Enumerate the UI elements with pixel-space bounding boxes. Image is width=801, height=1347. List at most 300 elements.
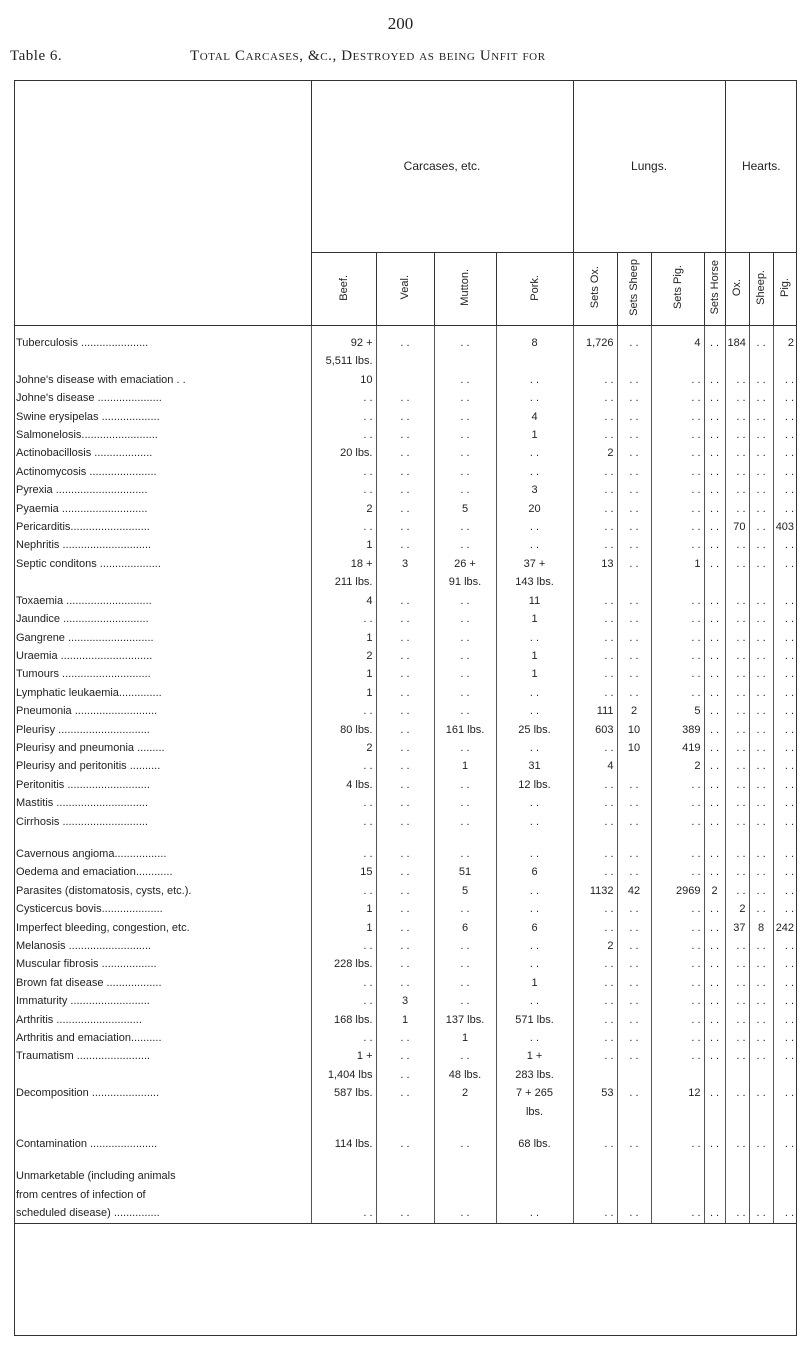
table-row [14, 1011, 797, 1029]
table-row [14, 882, 797, 900]
table-cell: . . [773, 739, 797, 757]
table-cell: . . [573, 500, 617, 518]
row-label: Lymphatic leukaemia.............. [16, 686, 162, 699]
table-cell: . . [311, 426, 376, 444]
table-cell: . . [704, 739, 725, 757]
table-cell: . . [651, 776, 704, 794]
table-cell: 20 lbs. [311, 444, 376, 462]
table-cell: 37 + [496, 555, 573, 573]
table-cell: . . [704, 757, 725, 775]
table-cell: . . [573, 389, 617, 407]
table-cell: . . [773, 610, 797, 628]
table-cell [773, 1167, 797, 1185]
table-cell: . . [573, 992, 617, 1010]
table-cell: . . [496, 937, 573, 955]
table-cell: . . [651, 500, 704, 518]
table-cell: . . [749, 1204, 773, 1223]
table-cell: . . [725, 992, 749, 1010]
table-cell: . . [573, 813, 617, 831]
table-cell: . . [651, 900, 704, 918]
row-label: Pericarditis.......................... [16, 521, 150, 534]
table-cell: . . [773, 1029, 797, 1047]
table-cell [749, 1153, 773, 1167]
table-cell: 184 [725, 326, 749, 353]
table-cell [617, 831, 651, 845]
table-cell: . . [617, 992, 651, 1010]
table-cell: . . [749, 518, 773, 536]
table-cell: . . [651, 463, 704, 481]
table-cell: . . [376, 408, 434, 426]
table-cell: . . [749, 1135, 773, 1153]
col-sets-ox: Sets Ox. [573, 253, 617, 326]
table-cell: . . [311, 845, 376, 863]
table-title [10, 48, 800, 65]
table-cell: . . [311, 757, 376, 775]
table-cell: . . [617, 1047, 651, 1065]
table-cell: . . [725, 974, 749, 992]
table-cell [376, 352, 434, 370]
table-cell: . . [651, 974, 704, 992]
table-cell: . . [376, 444, 434, 462]
table-cell: 1 [311, 900, 376, 918]
table-cell: . . [617, 919, 651, 937]
table-cell: . . [617, 845, 651, 863]
table-cell: . . [749, 684, 773, 702]
table-cell: . . [704, 919, 725, 937]
table-cell: . . [434, 1047, 496, 1065]
table-cell: . . [725, 1084, 749, 1102]
table-cell: . . [376, 863, 434, 881]
row-label: Actinomycosis ...................... [16, 465, 157, 478]
table-cell: 1 [311, 629, 376, 647]
table-row [14, 1029, 797, 1047]
table-cell: . . [376, 1204, 434, 1223]
table-cell: 1,726 [573, 326, 617, 353]
table-cell: 2 [651, 757, 704, 775]
table-cell [573, 1186, 617, 1204]
table-cell: . . [651, 845, 704, 863]
table-cell: . . [573, 863, 617, 881]
row-label: Actinobacillosis ................... [16, 447, 153, 460]
table-cell: . . [725, 665, 749, 683]
row-label: Arthritis ............................ [16, 1013, 142, 1026]
table-cell: 242 [773, 919, 797, 937]
table-cell: . . [496, 463, 573, 481]
table-cell: 1 [651, 555, 704, 573]
table-cell: . . [749, 739, 773, 757]
table-cell: . . [617, 408, 651, 426]
table-cell: . . [725, 863, 749, 881]
row-label: Contamination ...................... [16, 1138, 158, 1151]
row-label: Tumours ............................. [16, 668, 151, 681]
table-row [14, 536, 797, 554]
table-cell [617, 757, 651, 775]
table-cell [725, 1121, 749, 1135]
table-cell: 3 [496, 481, 573, 499]
table-row [14, 757, 797, 775]
col-heart-pig: Pig. [773, 253, 797, 326]
col-heart-ox: Ox. [725, 253, 749, 326]
table-cell: . . [725, 845, 749, 863]
table-cell: . . [617, 937, 651, 955]
table-cell: 211 lbs. [311, 573, 376, 591]
table-cell [496, 1121, 573, 1135]
col-veal: Veal. [376, 253, 434, 326]
table-cell: . . [704, 1135, 725, 1153]
col-pork: Pork. [496, 253, 573, 326]
table-cell: . . [434, 389, 496, 407]
table-cell: . . [749, 702, 773, 720]
group-hearts: Hearts. [725, 80, 797, 253]
row-label: Johne's disease ..................... [16, 392, 162, 405]
table-cell: 10 [617, 739, 651, 757]
table-cell: . . [376, 813, 434, 831]
table-cell: . . [704, 1029, 725, 1047]
table-cell: . . [651, 919, 704, 937]
table-row [14, 955, 797, 973]
table-cell [573, 1167, 617, 1185]
table-cell [376, 573, 434, 591]
table-cell: . . [773, 1011, 797, 1029]
table-cell: . . [704, 813, 725, 831]
table-cell: . . [704, 555, 725, 573]
table-cell: . . [749, 974, 773, 992]
table-cell: . . [573, 592, 617, 610]
table-cell: . . [573, 463, 617, 481]
table-cell: . . [651, 1204, 704, 1223]
table-cell: . . [434, 426, 496, 444]
row-label: Unmarketable (including animals [16, 1170, 176, 1183]
table-cell [773, 1066, 797, 1084]
table-cell: . . [496, 794, 573, 812]
table-cell: . . [573, 371, 617, 389]
table-cell: . . [311, 481, 376, 499]
table-cell: 2 [311, 500, 376, 518]
table-cell: . . [651, 629, 704, 647]
table-cell: . . [749, 371, 773, 389]
table-cell: 2 [773, 326, 797, 353]
table-cell: . . [311, 974, 376, 992]
table-cell: . . [617, 389, 651, 407]
col-sets-pig: Sets Pig. [651, 253, 704, 326]
row-label: Nephritis ............................. [16, 539, 152, 552]
table-cell: 1 [311, 684, 376, 702]
row-label: Septic conditons .................... [16, 557, 161, 570]
table-row [14, 992, 797, 1010]
row-label: Imperfect bleeding, congestion, etc. [16, 921, 190, 934]
table-cell [311, 831, 376, 845]
table-cell: . . [773, 776, 797, 794]
table-row [14, 721, 797, 739]
table-cell: 70 [725, 518, 749, 536]
table-cell: 1 [434, 1029, 496, 1047]
table-cell: 2 [573, 444, 617, 462]
table-cell: 603 [573, 721, 617, 739]
table-cell: . . [617, 794, 651, 812]
table-cell: . . [434, 665, 496, 683]
table-cell: 228 lbs. [311, 955, 376, 973]
table-cell: . . [573, 629, 617, 647]
table-cell: . . [376, 629, 434, 647]
table-cell: . . [573, 955, 617, 973]
table-cell: 4 [573, 757, 617, 775]
table-cell: . . [704, 1047, 725, 1065]
table-cell: . . [725, 500, 749, 518]
table-cell [434, 1121, 496, 1135]
table-row [14, 1135, 797, 1153]
table-cell: . . [749, 776, 773, 794]
table-cell: 68 lbs. [496, 1135, 573, 1153]
group-carcases: Carcases, etc. [311, 80, 573, 253]
table-cell: . . [573, 408, 617, 426]
table-cell: . . [434, 955, 496, 973]
table-cell: . . [434, 592, 496, 610]
table-cell: . . [651, 389, 704, 407]
table-cell: . . [376, 389, 434, 407]
table-cell: . . [573, 481, 617, 499]
table-cell: 51 [434, 863, 496, 881]
table-cell: . . [651, 937, 704, 955]
table-cell [749, 1167, 773, 1185]
table-cell [651, 831, 704, 845]
table-cell [376, 371, 434, 389]
table-cell: . . [749, 536, 773, 554]
table-cell [651, 1167, 704, 1185]
table-cell: . . [573, 974, 617, 992]
table-cell: 12 lbs. [496, 776, 573, 794]
table-cell: 6 [496, 919, 573, 937]
table-cell: . . [749, 555, 773, 573]
table-cell: . . [773, 536, 797, 554]
table-cell: . . [725, 629, 749, 647]
col-sets-horse: Sets Horse [704, 253, 725, 326]
table-cell: . . [725, 1011, 749, 1029]
table-cell: . . [651, 665, 704, 683]
table-cell [496, 1167, 573, 1185]
table-cell: . . [651, 536, 704, 554]
table-cell: . . [376, 937, 434, 955]
table-cell: . . [651, 955, 704, 973]
table-cell [376, 1153, 434, 1167]
table-cell: . . [749, 863, 773, 881]
table-cell: . . [749, 794, 773, 812]
table-cell [704, 831, 725, 845]
table-row [14, 1084, 797, 1102]
table-cell [573, 573, 617, 591]
table-cell: . . [704, 1084, 725, 1102]
table-row [14, 389, 797, 407]
table-cell: . . [749, 955, 773, 973]
table-cell: . . [773, 371, 797, 389]
table-cell [725, 1103, 749, 1121]
table-cell: . . [376, 955, 434, 973]
table-cell: . . [704, 721, 725, 739]
table-cell: 6 [496, 863, 573, 881]
table-row [14, 592, 797, 610]
table-cell: 26 + [434, 555, 496, 573]
table-cell [749, 1186, 773, 1204]
table-cell: . . [704, 665, 725, 683]
table-row [14, 629, 797, 647]
table-cell: 2 [311, 647, 376, 665]
table-cell: . . [496, 813, 573, 831]
table-cell: . . [725, 389, 749, 407]
table-cell: . . [725, 426, 749, 444]
table-cell: . . [749, 592, 773, 610]
table-row [14, 1066, 797, 1084]
table-cell: . . [651, 863, 704, 881]
table-cell: . . [725, 592, 749, 610]
table-cell: 5 [434, 500, 496, 518]
table-cell [573, 1153, 617, 1167]
table-cell: . . [651, 647, 704, 665]
table-cell: . . [617, 463, 651, 481]
table-cell: . . [704, 955, 725, 973]
table-cell: 4 [651, 326, 704, 353]
table-cell: . . [376, 776, 434, 794]
table-cell [376, 1186, 434, 1204]
row-label: Cirrhosis ............................ [16, 815, 149, 828]
table-cell: . . [311, 882, 376, 900]
table-cell: 92 + [311, 326, 376, 353]
table-cell: 53 [573, 1084, 617, 1102]
table-cell: . . [496, 629, 573, 647]
table-cell: 3 [376, 555, 434, 573]
table-cell [617, 1167, 651, 1185]
table-cell: . . [376, 1084, 434, 1102]
table-cell: . . [434, 974, 496, 992]
table-cell: . . [749, 992, 773, 1010]
table-cell [496, 352, 573, 370]
table-cell: . . [573, 684, 617, 702]
table-cell: . . [773, 426, 797, 444]
table-cell: . . [651, 518, 704, 536]
table-cell [434, 352, 496, 370]
table-cell: . . [749, 389, 773, 407]
table-cell: . . [651, 610, 704, 628]
row-label [14, 1066, 311, 1084]
row-label: Mastitis .............................. [16, 797, 149, 810]
col-heart-sheep: Sheep. [749, 253, 773, 326]
table-cell: . . [376, 592, 434, 610]
table-cell: . . [496, 992, 573, 1010]
row-label: scheduled disease) ............... [14, 1204, 311, 1223]
table-cell: . . [725, 937, 749, 955]
table-cell: . . [376, 610, 434, 628]
row-label: Johne's disease with emaciation . . [16, 373, 186, 386]
table-row [14, 1047, 797, 1065]
table-cell: . . [311, 992, 376, 1010]
table-cell: . . [573, 1135, 617, 1153]
table-row [14, 702, 797, 720]
table-cell [773, 1153, 797, 1167]
table-cell: 389 [651, 721, 704, 739]
table-cell: . . [573, 1047, 617, 1065]
table-body [14, 326, 797, 1224]
group-lungs: Lungs. [573, 80, 725, 253]
table-row [14, 555, 797, 573]
table-row [14, 739, 797, 757]
row-label: Parasites (distomatosis, cysts, etc.). [16, 884, 192, 897]
table-cell: . . [376, 739, 434, 757]
table-cell: . . [376, 900, 434, 918]
table-cell: . . [773, 592, 797, 610]
table-cell: . . [773, 1135, 797, 1153]
table-cell: . . [704, 426, 725, 444]
table-cell: . . [704, 610, 725, 628]
table-cell: 12 [651, 1084, 704, 1102]
table-cell: 2 [573, 937, 617, 955]
table-cell [704, 1103, 725, 1121]
table-cell: . . [376, 684, 434, 702]
table-cell: lbs. [496, 1103, 573, 1121]
table-number: Table 6. [10, 48, 63, 64]
table-cell: 10 [311, 371, 376, 389]
table-cell: . . [704, 408, 725, 426]
table-cell: 1 [496, 665, 573, 683]
table-cell: 2969 [651, 882, 704, 900]
table-cell: . . [651, 1029, 704, 1047]
table-cell: . . [573, 610, 617, 628]
table-cell [573, 831, 617, 845]
table-row [14, 352, 797, 370]
table-cell: . . [617, 1084, 651, 1102]
table-cell: . . [725, 1135, 749, 1153]
table-cell [376, 1167, 434, 1185]
col-beef: Beef. [311, 253, 376, 326]
col-sets-sheep: Sets Sheep [617, 253, 651, 326]
table-cell [311, 1121, 376, 1135]
table-cell: . . [749, 500, 773, 518]
table-row [14, 1167, 797, 1185]
table-cell: 48 lbs. [434, 1066, 496, 1084]
table-cell [725, 573, 749, 591]
table-cell: . . [749, 721, 773, 739]
table-cell: . . [725, 794, 749, 812]
table-cell: 3 [376, 992, 434, 1010]
table-cell [749, 1066, 773, 1084]
table-row [14, 937, 797, 955]
table-cell: . . [773, 702, 797, 720]
table-row [14, 371, 797, 389]
table-cell: . . [496, 882, 573, 900]
table-cell: . . [617, 665, 651, 683]
table-row [14, 426, 797, 444]
table-cell: . . [773, 555, 797, 573]
table-cell: . . [704, 389, 725, 407]
table-cell: . . [573, 794, 617, 812]
table-cell: . . [725, 1047, 749, 1065]
row-label: Pneumonia ........................... [16, 705, 158, 718]
table-cell: . . [617, 371, 651, 389]
table-cell: . . [773, 500, 797, 518]
table-cell: . . [617, 500, 651, 518]
table-cell: . . [311, 794, 376, 812]
table-cell: 1 [311, 919, 376, 937]
table-cell: 1,404 lbs [311, 1066, 376, 1084]
table-cell [725, 1186, 749, 1204]
table-cell: . . [749, 610, 773, 628]
row-label: Cysticercus bovis.................... [16, 903, 163, 916]
table-row [14, 974, 797, 992]
table-cell: . . [376, 647, 434, 665]
table-cell [749, 352, 773, 370]
table-cell: 4 [496, 408, 573, 426]
table-cell: 283 lbs. [496, 1066, 573, 1084]
table-cell [496, 1186, 573, 1204]
table-cell: . . [617, 481, 651, 499]
table-row [14, 900, 797, 918]
